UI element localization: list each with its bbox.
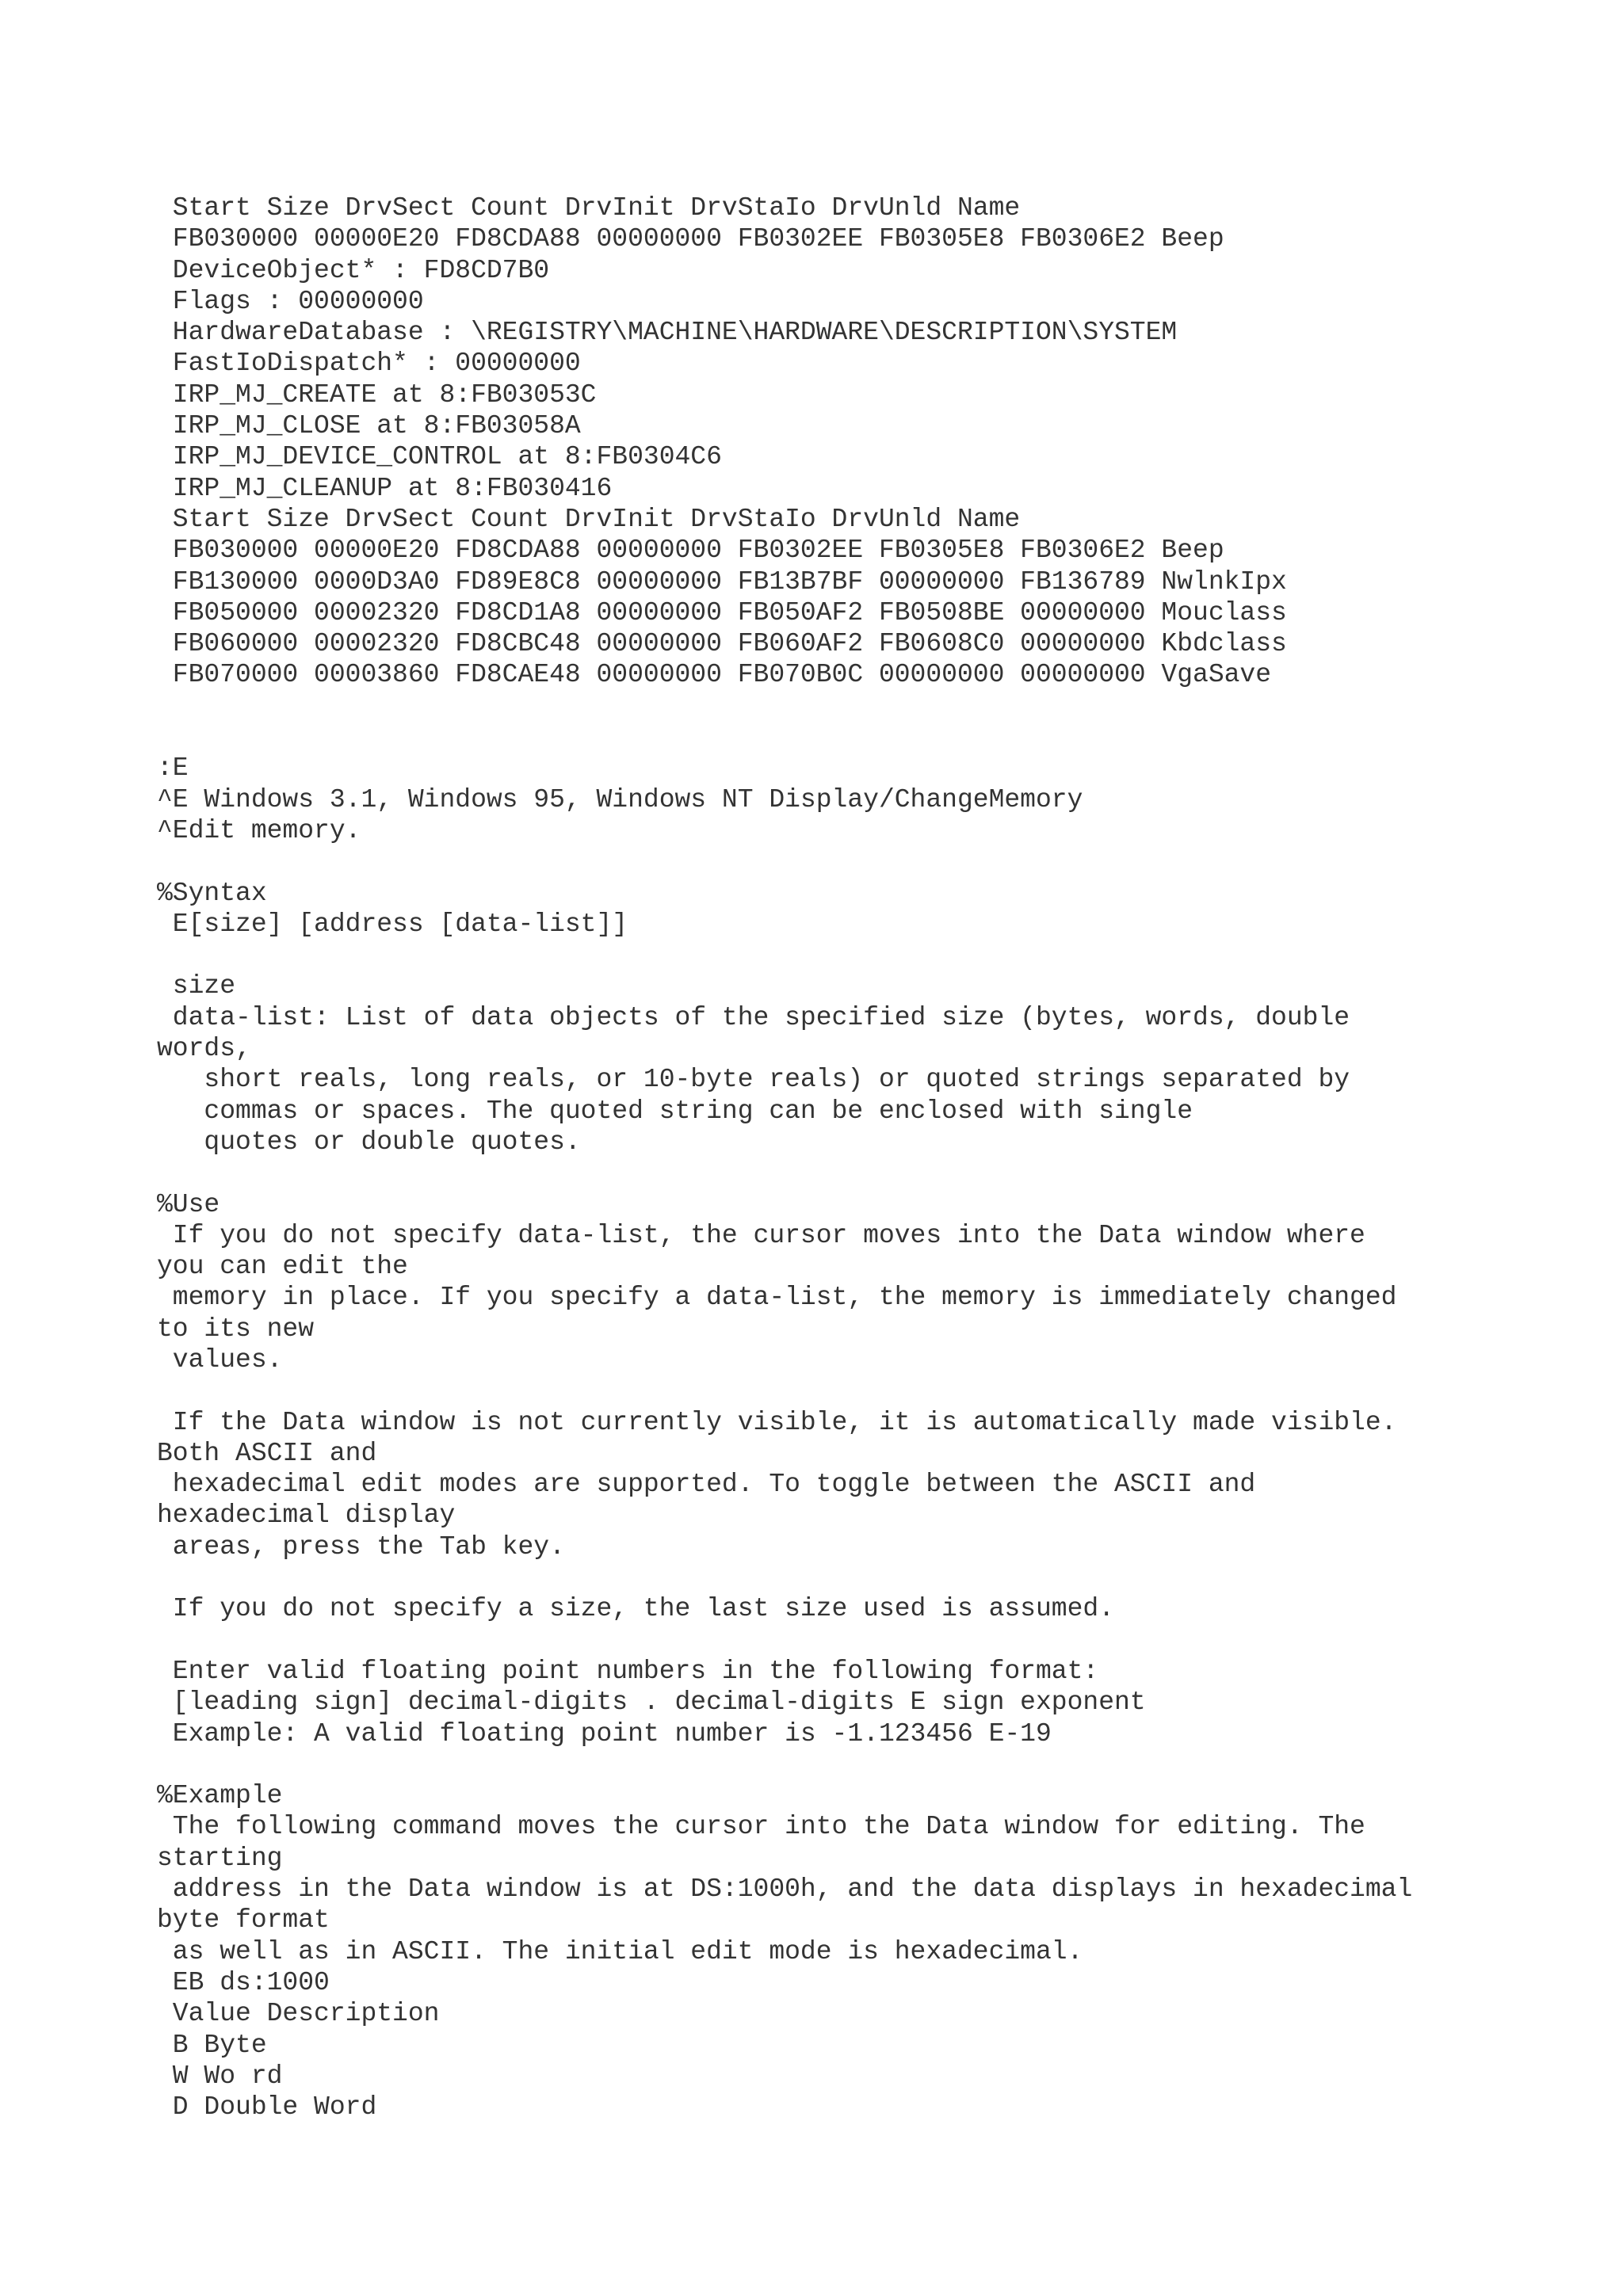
text-line: If you do not specify a size, the last size used is assumed. xyxy=(157,1594,1114,1624)
blank-line xyxy=(157,722,1583,753)
text-line: Both ASCII and xyxy=(157,1438,377,1468)
table-row-line: FB070000 00003860 FD8CAE48 00000000 FB070B0C 00000000 00000000 VgaSave xyxy=(157,660,1272,690)
text-line: IRP_MJ_CLOSE at 8:FB03058A xyxy=(157,411,581,441)
text-line: hexadecimal edit modes are supported. To toggle between the ASCII and xyxy=(157,1470,1256,1500)
value-table-row: W Wo rd xyxy=(157,2061,283,2091)
blank-line xyxy=(157,1375,1583,1406)
text-line: words, xyxy=(157,1034,251,1064)
text-line: IRP_MJ_CREATE at 8:FB03053C xyxy=(157,379,597,410)
text-line: HardwareDatabase : \REGISTRY\MACHINE\HARDWARE\DESCRIPTION\SYSTEM xyxy=(157,318,1178,348)
text-line: Flags : 00000000 xyxy=(157,286,424,316)
blank-line xyxy=(157,940,1583,971)
text-line: address in the Data window is at DS:1000h, and the data displays in hexadecimal xyxy=(157,1875,1413,1905)
text-line: ^Edit memory. xyxy=(157,815,361,845)
text-line: byte format xyxy=(157,1905,330,1936)
text-line: [leading sign] decimal-digits . decimal-digits E sign exponent xyxy=(157,1688,1146,1718)
table-row-line: FB030000 00000E20 FD8CDA88 00000000 FB0302EE FB0305E8 FB0306E2 Beep xyxy=(157,224,1224,254)
text-line: The following command moves the cursor into the Data window for editing. The xyxy=(157,1812,1365,1842)
text-line: ^E Windows 3.1, Windows 95, Windows NT Display/ChangeMemory xyxy=(157,784,1083,814)
text-line: short reals, long reals, or 10-byte reals) or quoted strings separated by xyxy=(157,1065,1350,1095)
text-line: IRP_MJ_DEVICE_CONTROL at 8:FB0304C6 xyxy=(157,442,722,472)
command-heading: :E xyxy=(157,753,189,784)
document-page xyxy=(157,193,1583,2122)
value-table-header: Value Description xyxy=(157,1999,440,2029)
text-line: quotes or double quotes. xyxy=(157,1127,581,1157)
command-example-line: EB ds:1000 xyxy=(157,1967,330,1997)
table-row-line: FB060000 00002320 FD8CBC48 00000000 FB060AF2 FB0608C0 00000000 Kbdclass xyxy=(157,629,1287,659)
text-line: to its new xyxy=(157,1314,315,1344)
text-line: you can edit the xyxy=(157,1252,408,1282)
text-line: E[size] [address [data-list]] xyxy=(157,909,628,939)
blank-line xyxy=(157,1158,1583,1188)
table-row-line: FB130000 0000D3A0 FD89E8C8 00000000 FB13B7BF 00000000 FB136789 NwlnkIpx xyxy=(157,566,1287,597)
text-line: commas or spaces. The quoted string can be enclosed with single xyxy=(157,1096,1193,1126)
section-heading-syntax: %Syntax xyxy=(157,878,267,908)
text-line: If you do not specify data-list, the cursor moves into the Data window where xyxy=(157,1220,1365,1250)
value-table-row: D Double Word xyxy=(157,2092,377,2122)
value-table-row: B Byte xyxy=(157,2030,267,2060)
text-line: areas, press the Tab key. xyxy=(157,1531,565,1562)
table-header-line: Start Size DrvSect Count DrvInit DrvStaIo DrvUnld Name xyxy=(157,193,1021,223)
text-line: hexadecimal display xyxy=(157,1501,456,1531)
text-line: DeviceObject* : FD8CD7B0 xyxy=(157,255,550,285)
blank-line xyxy=(157,846,1583,877)
blank-line xyxy=(157,1749,1583,1780)
text-line: values. xyxy=(157,1344,283,1375)
text-line: FastIoDispatch* : 00000000 xyxy=(157,349,581,379)
blank-line xyxy=(157,1625,1583,1656)
section-heading-example: %Example xyxy=(157,1781,283,1811)
text-line: If the Data window is not currently visible, it is automatically made visible. xyxy=(157,1407,1397,1437)
blank-line xyxy=(157,691,1583,722)
text-line: memory in place. If you specify a data-list, the memory is immediately changed xyxy=(157,1283,1397,1313)
text-line: Enter valid floating point numbers in the following format: xyxy=(157,1656,1099,1686)
text-line: size xyxy=(157,971,236,1001)
text-line: data-list: List of data objects of the specified size (bytes, words, double xyxy=(157,1002,1350,1032)
blank-line xyxy=(157,1562,1583,1593)
table-header-line: Start Size DrvSect Count DrvInit DrvStaIo DrvUnld Name xyxy=(157,504,1021,534)
table-row-line: FB050000 00002320 FD8CD1A8 00000000 FB050AF2 FB0508BE 00000000 Mouclass xyxy=(157,597,1287,627)
text-line: starting xyxy=(157,1843,283,1873)
text-line: as well as in ASCII. The initial edit mode is hexadecimal. xyxy=(157,1936,1083,1966)
section-heading-use: %Use xyxy=(157,1189,220,1219)
text-line: IRP_MJ_CLEANUP at 8:FB030416 xyxy=(157,473,613,503)
text-line: Example: A valid floating point number is -1.123456 E-19 xyxy=(157,1718,1052,1749)
table-row-line: FB030000 00000E20 FD8CDA88 00000000 FB0302EE FB0305E8 FB0306E2 Beep xyxy=(157,536,1224,566)
